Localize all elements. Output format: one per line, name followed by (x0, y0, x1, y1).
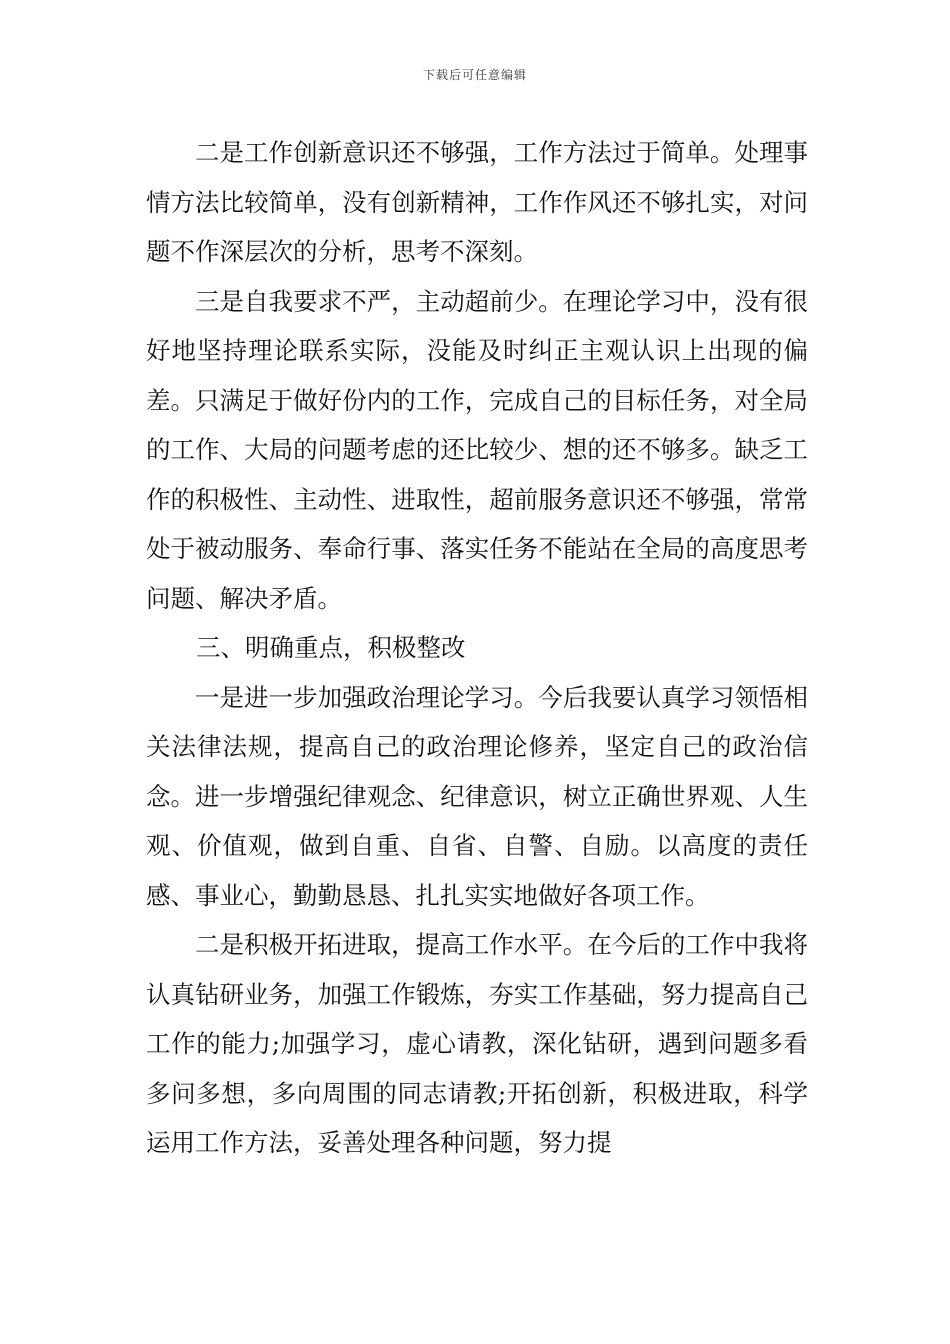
paragraph-political-study: 一是进一步加强政治理论学习。今后我要认真学习领悟相关法律法规，提高自己的政治理论修养，坚定自己的政治信念。进一步增强纪律观念、纪律意识，树立正确世界观、人生观、价值观，做到自重、自省、自警、自励。以高度的责任感、事业心，勤勤恳恳、扎扎实实地做好各项工作。 (146, 682, 808, 910)
paragraph-self-requirements: 三是自我要求不严，主动超前少。在理论学习中，没有很好地坚持理论联系实际，没能及时纠正主观认识上出现的偏差。只满足于做好份内的工作，完成自己的目标任务，对全局的工作、大局的问题考虑的还比较少、想的还不够多。缺乏工作的积极性、主动性、进取性，超前服务意识还不够强，常常处于被动服务、奉命行事、落实任务不能站在全局的高度思考问题、解决矛盾。 (146, 286, 808, 613)
paragraph-work-improvement: 二是积极开拓进取，提高工作水平。在今后的工作中我将认真钻研业务，加强工作锻炼，夯实工作基础，努力提高自己工作的能力;加强学习，虚心请教，深化钻研，遇到问题多看多问多想，多向周围的同志请教;开拓创新，积极进取，科学 运用工作方法，妥善处理各种问题，努力提 (146, 930, 808, 1157)
page-header: 下载后可任意编辑 (422, 68, 527, 82)
section-heading: 三、明确重点，积极整改 (196, 633, 466, 662)
document-body (146, 128, 808, 1168)
paragraph-innovation-awareness: 二是工作创新意识还不够强，工作方法过于简单。处理事情方法比较简单，没有创新精神，工作作风还不够扎实，对问题不作深层次的分析，思考不深刻。 (146, 138, 808, 266)
